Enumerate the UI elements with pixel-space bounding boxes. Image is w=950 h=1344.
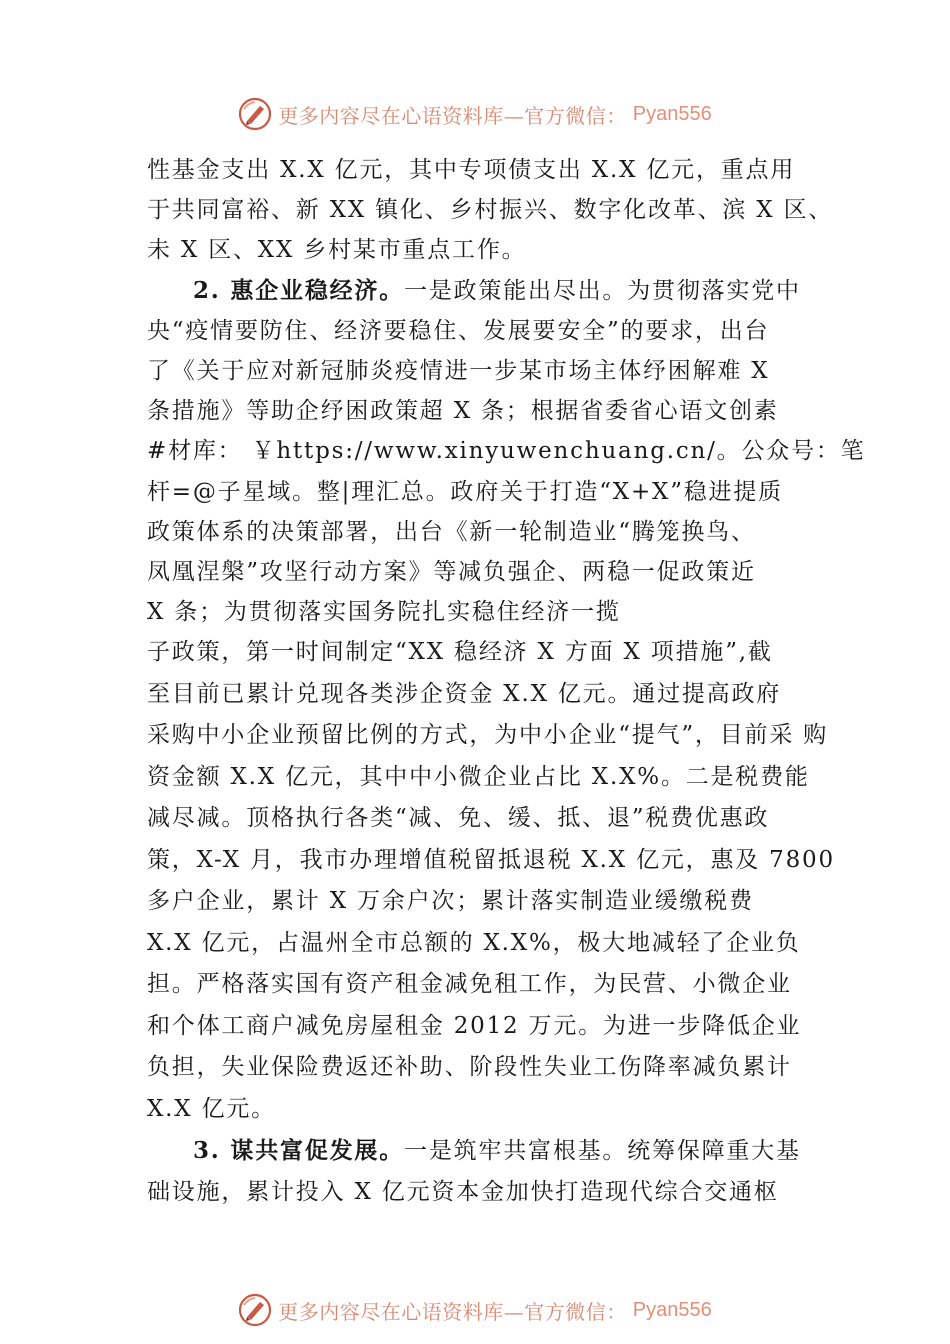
text-line: X 条；为贯彻落实国务院扎实稳住经济一揽 <box>147 599 621 626</box>
text-line: 杆=@子星域。整|理汇总。政府关于打造“X+X”稳进提质 <box>147 478 783 505</box>
text-line: 央“疫情要防住、经济要稳住、发展要安全”的要求，出台 <box>147 317 770 344</box>
section-3-line <box>147 1130 807 1172</box>
banner-text: 更多内容尽在心语资料库—官方微信： <box>278 103 627 128</box>
text-line: 了《关于应对新冠肺炎疫情进一步某市场主体纾困解难 X <box>147 357 770 384</box>
text-line: X.X 亿元，占温州全市总额的 X.X%，极大地减轻了企业负 <box>147 929 801 956</box>
text-line: 未 X 区、XX 乡村某市重点工作。 <box>147 237 527 264</box>
text-line: 一是筑牢共富根基。统筹保障重大基 <box>404 1138 801 1165</box>
text-line: 多户企业，累计 X 万余户次；累计落实制造业缓缴税费 <box>147 888 754 915</box>
text-line: 于共同富裕、新 XX 镇化、乡村振兴、数字化改革、滨 X 区、 <box>147 197 834 224</box>
text-line: X.X 亿元。 <box>147 1095 276 1122</box>
text-line: 至目前已累计兑现各类涉企资金 X.X 亿元。通过提高政府 <box>147 680 782 707</box>
text-line: 策，X-X 月，我市办理增值税留抵退税 X.X 亿元，惠及 7800 <box>147 846 835 873</box>
text-line: #材库： ￥https://www.xinyuwenchuang.cn/。公众号：笔 <box>147 438 866 465</box>
text-line: 础设施，累计投入 X 亿元资本金加快打造现代综合交通枢 <box>147 1178 779 1205</box>
text-line: 一是政策能出尽出。为贯彻落实党中 <box>404 277 801 304</box>
page-footer-banner <box>0 1288 950 1332</box>
text-line: 资金额 X.X 亿元，其中中小微企业占比 X.X%。二是税费能 <box>147 763 810 790</box>
banner-wechat-id: Pyan556 <box>632 1298 712 1321</box>
text-line: 负担，失业保险费返还补助、阶段性失业工伤降率减负累计 <box>147 1054 792 1081</box>
banner-wechat-id: Pyan556 <box>632 102 712 125</box>
text-line: 担。严格落实国有资产租金减免租工作，为民营、小微企业 <box>147 971 792 998</box>
section-2-line <box>147 271 807 311</box>
text-line: 性基金支出 X.X 亿元，其中专项债支出 X.X 亿元，重点用 <box>147 157 796 183</box>
text-line: 和个体工商户减免房屋租金 2012 万元。为进一步降低企业 <box>147 1012 802 1039</box>
page-header-banner <box>0 92 950 136</box>
text-line: 采购中小企业预留比例的方式，为中小企业“提气”，目前采 购 <box>147 722 829 749</box>
banner-text: 更多内容尽在心语资料库—官方微信： <box>278 1299 627 1324</box>
pen-logo-icon <box>238 97 272 131</box>
text-line: 政策体系的决策部署，出台《新一轮制造业“腾笼换鸟、 <box>147 518 756 545</box>
text-line: 减尽减。顶格执行各类“减、免、缓、抵、退”税费优惠政 <box>147 805 770 832</box>
text-line: 子政策，第一时间制定“XX 稳经济 X 方面 X 项措施”,截 <box>147 639 773 666</box>
pen-logo-icon <box>238 1293 272 1327</box>
text-line: 凤凰涅槃”攻坚行动方案》等减负强企、两稳一促政策近 <box>147 558 756 585</box>
section-2-heading: 2. 惠企业稳经济。 <box>193 276 405 304</box>
section-3-heading: 3. 谋共富促发展。 <box>193 1137 405 1165</box>
text-line: 条措施》等助企纾困政策超 X 条；根据省委省心语文创素 <box>147 398 779 425</box>
document-body <box>147 150 866 1213</box>
